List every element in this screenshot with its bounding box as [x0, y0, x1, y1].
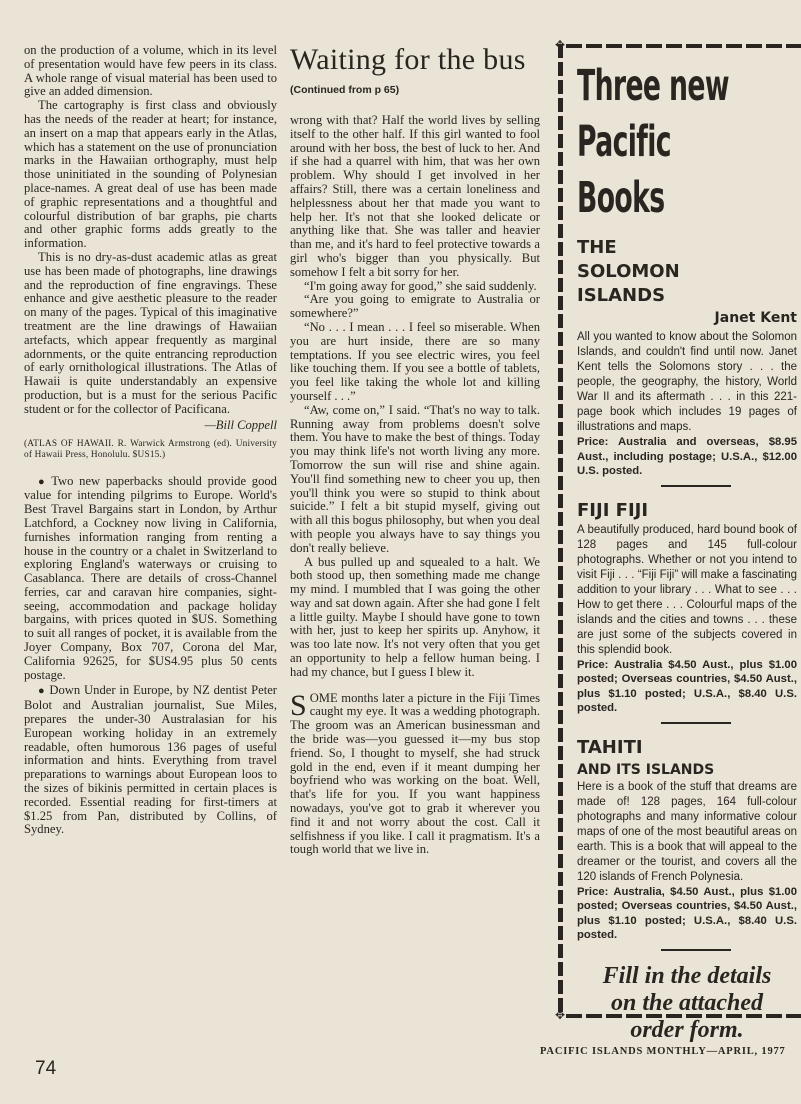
story-paragraph: “Are you going to emigrate to Australia or somewhere?”	[290, 292, 540, 321]
corner-ornament-icon: ✥	[555, 38, 566, 52]
review-paragraph: This is no dry-as-dust academic atlas as great use has been made of photographs, line drawings and the reproduction of fine engravings. These enhance and give aesthetic pleasure to the reader on many of the pages. Typical of this imaginative treatment are the line drawings of Hawaiian artefacts, which appear frequently as marginal adornments, or the quite entrancing reproduction of early ornithological illustrations. The Atlas of Hawaii is quite understandably an expensive production, but is a must for the serious Pacific student or for the collector of Pacificana.	[24, 249, 277, 416]
continued-note: (Continued from p 65)	[290, 84, 400, 96]
review-credit: (ATLAS OF HAWAII. R. Warwick Armstrong (ed). University of Hawaii Press, Honolulu. $US15.)	[24, 438, 277, 460]
ad-border-top	[566, 44, 801, 48]
story-paragraph-dropcap: SOME months later a picture in the Fiji Times caught my eye. It was a wedding photograph. The groom was an American businessman and the bride was—you guessed it—my bus stop friend. So, I thought to myself, she had struck gold in the end, even if it meant dumping her boyfriend who was working on the boat. Well, that's life for you. If you want happiness nowadays, you've got to grab it wherever you find it and not worry about the cost. Call it selfishness if you like. I call it pragmatism. It's a tough world that we live in.	[290, 688, 540, 857]
book-description: All you wanted to know about the Solomon Islands, and couldn't find until now. Janet Kent tells the Solomons story . . . the people, the geography, the history, World War II and its aftermath . . . in this 221-page book which includes 19 pages of illustrations and maps.	[577, 331, 797, 433]
book-title: SOLOMON	[577, 261, 680, 282]
books-advertisement	[555, 38, 801, 1043]
page-number: 74	[35, 1058, 57, 1079]
book-title: THE	[577, 237, 617, 258]
order-line: Fill in the details	[602, 962, 772, 989]
book-title: TAHITI	[577, 736, 643, 758]
book-price: Price: Australia $4.50 Aust., plus $1.00 posted; Overseas countries, $4.50 Aust., plus $1.10 posted; U.S.A., $8.40 U.S. posted.	[577, 658, 797, 714]
order-line: on the attached	[610, 989, 763, 1016]
bullet-icon: ●	[38, 475, 48, 488]
drop-cap: S	[290, 688, 307, 722]
book-author: Janet Kent	[714, 310, 797, 326]
review-column	[24, 44, 277, 837]
story-paragraph: A bus pulled up and squealed to a halt. We both stood up, then something made me change my mind. I mumbled that I was going the other way and sat down again. After she had gone I felt a little guilty. Maybe I should have gone to town with her, just to keep her spirits up. Anyhow, it was too late now. It's not very often that you get an opportunity to help a fellow human being. I had my chance, but I guess I blew it.	[290, 554, 540, 679]
ad-headline: Pacific	[577, 117, 671, 167]
book-price: Price: Australia and overseas, $8.95 Aust., including postage; U.S.A., $12.00 U.S. posted.	[577, 436, 797, 477]
story-paragraph: “Aw, come on,” I said. “That's no way to talk. Running away from problems doesn't solve them. You have to make the best of things. Today you may think life's not worth living any more. Tomorrow the sun will rise and shine again. You'll find something new to cheer you up, then you'll think you were so stupid to think about suicide.” I felt a bit stupid myself, giving out with all this bogus philosophy, but when you deal with people you always have to say things you don't really believe.	[290, 402, 540, 555]
book-fiji-fiji	[577, 499, 797, 724]
book-title: FIJI FIJI	[577, 499, 649, 521]
book-solomon-islands	[577, 236, 797, 487]
bullet-paragraph: ● Two new paperbacks should provide good value for intending pilgrims to Europe. World's Best Travel Bargains start in London, by Arthur Latchford, a Cockney now living in California, furnishes information ranging from renting a house in the country or a chalet in Switzerland to exploring England's waterways or cruising to Casablanca. There are details of cross-Channel ferries, car and caravan hire companies, sight-seeing, accommodation and package holiday bargains, with prices quoted in $US. Something to suit all ranges of pocket, it is available from the Joyer Company, Box 707, Corona del Mar, California 92625, for $US4.95 plus 50 cents postage.	[24, 473, 277, 682]
story-headline: Waiting for the bus	[290, 43, 526, 76]
book-tahiti	[577, 736, 797, 951]
book-description: Here is a book of the stuff that dreams are made of! 128 pages, 164 full-colour photographs and many informative colour maps of one of the most beautiful areas on earth. This is a book that will appeal to the dreamer or the tourist, and covers all the 120 islands of French Polynesia.	[577, 780, 797, 883]
divider	[661, 722, 731, 724]
review-paragraph: The cartography is first class and obviously has the needs of the reader at heart; for instance, an insert on a map that appears early in the Atlas, which has a statement on the use of pronunciation marks in the Hawaiian orthography, must help those uninitiated in the sounding of Polynesian place-names. A great deal of use has been made of graphic representations and a thoughtful and colourful distribution of bar graphs, pie charts and other graphic forms adds greatly to the information.	[24, 98, 277, 251]
story-column	[290, 44, 540, 857]
ad-headline: Three new	[577, 61, 729, 111]
ad-border-left	[558, 44, 563, 1014]
book-description: A beautifully produced, hard bound book of 128 pages and 145 full-colour photographs. Whether or not you intend to visit Fiji . . . “Fiji Fiji” will make a fascinating addition to your library . . . What to see . . . How to get there . . . Colourful maps of the islands and the cities and towns . . . these are just some of the subjects covered in this splendid book.	[577, 523, 797, 656]
story-paragraph: “No . . . I mean . . . I feel so miserable. When you are hurt inside, there are so many temptations. If you see electric wires, you feel like touching them. If you see a bottle of tablets, you feel like taking the whole lot and killing yourself . . .”	[290, 319, 540, 403]
review-paragraph: on the production of a volume, which in its level of presentation would have few peers in its class. A whole range of visual material has been used to give an added dimension.	[24, 43, 277, 99]
ad-content	[577, 58, 797, 1044]
running-head: PACIFIC ISLANDS MONTHLY—APRIL, 1977	[540, 1046, 786, 1057]
divider	[661, 485, 731, 487]
book-title: ISLANDS	[577, 285, 666, 306]
bullet-paragraph: ● Down Under in Europe, by NZ dentist Peter Bolot and Australian journalist, Sue Miles, prepares the under-30 Australasian for his European working holiday in an extremely readable, often humorous 136 pages of useful information and hints. Everything from travel preparations to warnings about European loos to the sizes of bikinis permitted in certain places is recorded. Essential reading for first-timers at $1.25 from Pan, distributed by Collins, of Sydney.	[24, 683, 277, 837]
story-paragraph: wrong with that? Half the world lives by selling itself to the other half. If this girl wanted to fool around with her boss, the best of luck to her. And if she had a quarrel with him, that was her own problem. Why should I get involved in her affairs? Still, there was a certain loneliness and helplessness about her that made you want to help her. It's not that she looked delicate or anything like that. She was taller and heavier than me, and it's hard to feel protective towards a girl who's bigger than you physically. But somehow I felt a bit sorry for her.	[290, 113, 540, 279]
book-subtitle: AND ITS ISLANDS	[577, 761, 715, 778]
ad-headline: Books	[577, 173, 665, 223]
order-prompt	[577, 963, 797, 1044]
order-line: order form.	[630, 1016, 744, 1043]
review-signature: —Bill Coppell	[204, 417, 277, 432]
corner-ornament-icon: ✥	[555, 1008, 566, 1022]
bullet-icon: ●	[38, 685, 46, 698]
divider	[661, 949, 731, 951]
book-price: Price: Australia, $4.50 Aust., plus $1.00 posted; Overseas countries, $4.50 Aust., plus $1.10 posted; U.S.A., $8.40 U.S. posted.	[577, 885, 797, 941]
story-paragraph: “I'm going away for good,” she said suddenly.	[304, 278, 537, 293]
